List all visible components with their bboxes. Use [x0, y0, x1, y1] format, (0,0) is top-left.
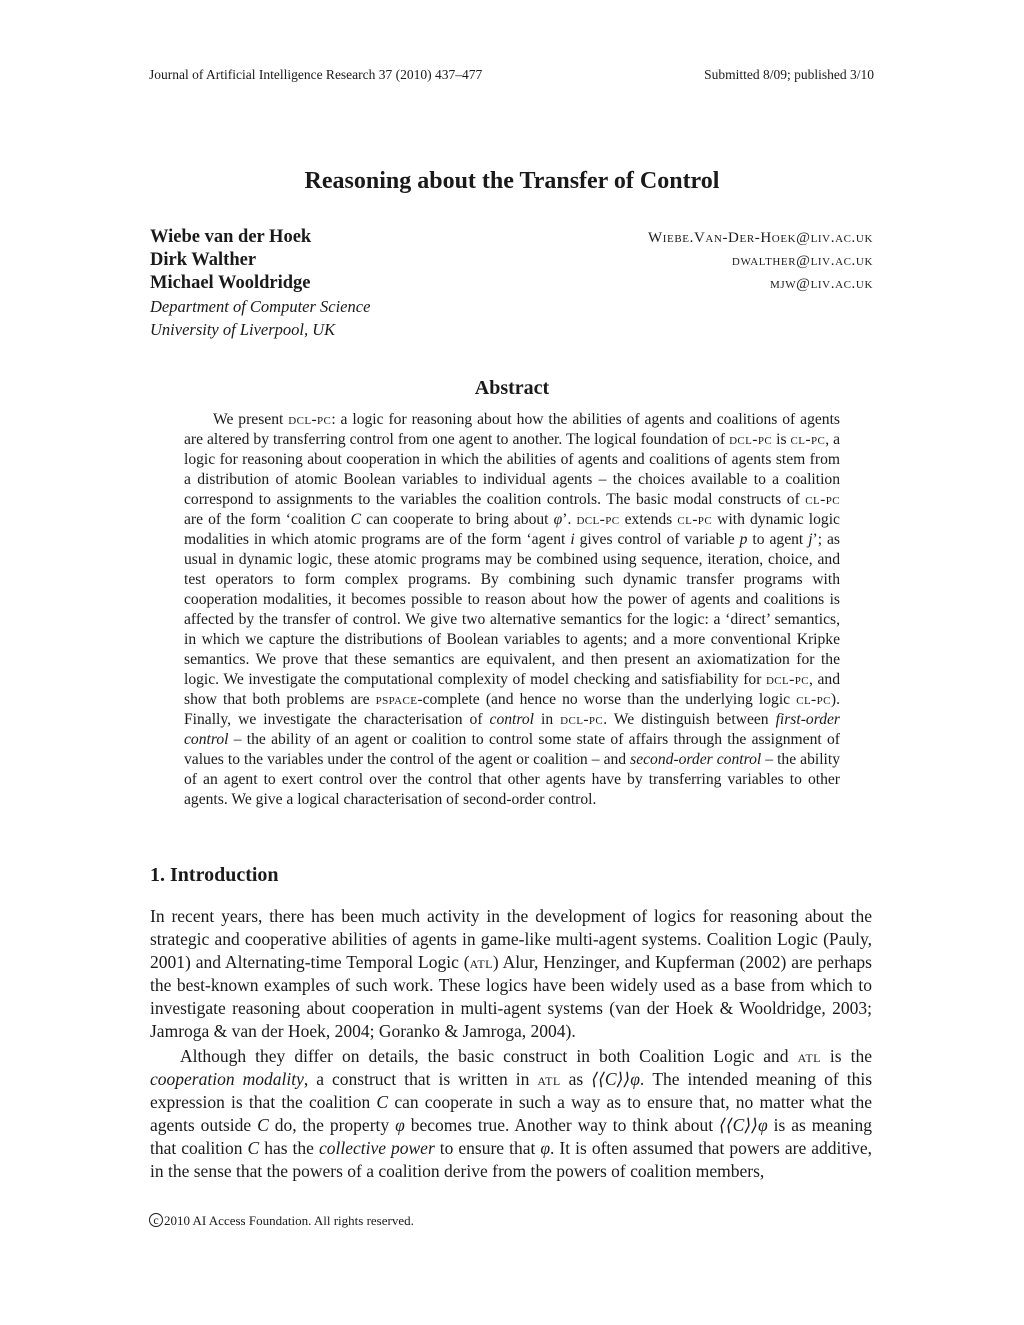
- logic-name: dcl-pc: [560, 711, 604, 728]
- author-name: Dirk Walther: [150, 250, 257, 270]
- copyright-icon: c: [149, 1213, 163, 1227]
- emphasis-text: cooperation modality: [150, 1069, 304, 1089]
- text-run: has the: [259, 1138, 319, 1158]
- author-email: mjw@liv.ac.uk: [769, 276, 873, 292]
- text-run: to ensure that: [434, 1138, 541, 1158]
- text-run: do, the property: [268, 1115, 396, 1135]
- logic-name: pspace: [375, 691, 418, 708]
- emphasis-text: C: [257, 1115, 269, 1135]
- running-header-dates: Submitted 8/09; published 3/10: [704, 67, 874, 82]
- author-email: dwalther@liv.ac.uk: [731, 253, 873, 269]
- text-run: are of the form ‘coalition: [184, 511, 351, 528]
- text-run: as: [560, 1069, 592, 1089]
- logic-name: atl: [797, 1046, 821, 1066]
- text-run: is the: [820, 1046, 872, 1066]
- emphasis-text: control: [489, 711, 534, 728]
- emphasis-text: ⟨⟨C⟩⟩φ: [591, 1069, 640, 1089]
- text-run: We present: [213, 411, 289, 428]
- emphasis-text: ⟨⟨C⟩⟩φ: [719, 1115, 768, 1135]
- affiliation-department: Department of Computer Science: [150, 297, 371, 316]
- author-name: Wiebe van der Hoek: [150, 227, 312, 247]
- intro-paragraph-2: [150, 1045, 872, 1183]
- copyright-footer: [149, 1213, 414, 1229]
- text-run: -complete (and hence no worse than the underlying logic: [417, 691, 797, 708]
- logic-name: cl-pc: [677, 511, 713, 528]
- emphasis-text: first-order control: [184, 711, 840, 748]
- text-run: extends: [619, 511, 678, 528]
- text-run: , a construct that is written in: [303, 1069, 538, 1089]
- paper-title: Reasoning about the Transfer of Control: [304, 168, 720, 194]
- text-run: becomes true. Another way to think about: [404, 1115, 720, 1135]
- author-name: Michael Wooldridge: [150, 273, 311, 293]
- text-run: In recent years, there has been much activity in the development of logics for reasoning about the strategic and cooperative abilities of agents in game-like multi-agent systems. Coalition Logic (Pauly, 2001) and Alternating-time Temporal Logic (: [150, 906, 872, 972]
- text-run: : a logic for reasoning about how the abilities of agents and coalitions of agents are altered by transferring control from one agent to another. The logical foundation of: [184, 411, 841, 448]
- logic-name: dcl-pc: [765, 671, 810, 688]
- logic-name: dcl-pc: [288, 411, 332, 428]
- emphasis-text: j: [808, 531, 813, 548]
- text-run: – the ability of an agent or coalition to control some state of affairs through the assignment of values to the variables under the control of the agent or coalition – and: [184, 731, 840, 768]
- text-run: ’.: [562, 511, 577, 528]
- text-run: . It is often assumed that powers are additive, in the sense that the powers of a coalition derive from the powers of coalition members,: [150, 1138, 873, 1181]
- abstract-body: [184, 410, 840, 810]
- logic-name: cl-pc: [805, 491, 840, 508]
- text-run: is: [772, 431, 791, 448]
- emphasis-text: C: [350, 511, 362, 528]
- emphasis-text: φ: [395, 1115, 405, 1135]
- logic-name: cl-pc: [790, 431, 826, 448]
- text-run: Although they differ on details, the basic construct in both Coalition Logic and: [180, 1046, 798, 1066]
- emphasis-text: φ: [553, 511, 563, 528]
- emphasis-text: i: [570, 531, 575, 548]
- logic-name: atl: [469, 952, 493, 972]
- affiliation-university: University of Liverpool, UK: [150, 320, 336, 339]
- text-run: can cooperate in such a way as to ensure that, no matter what the agents outside: [150, 1092, 873, 1135]
- copyright-text: 2010 AI Access Foundation. All rights reserved.: [164, 1213, 414, 1228]
- abstract-heading: Abstract: [474, 377, 550, 399]
- text-run: . We distinguish between: [603, 711, 776, 728]
- emphasis-text: C: [376, 1092, 389, 1112]
- author-email: Wiebe.Van-Der-Hoek@liv.ac.uk: [648, 230, 873, 246]
- emphasis-text: p: [739, 531, 748, 548]
- text-run: ’; as usual in dynamic logic, these atomic programs may be combined using sequence, iteration, choice, and test operators to form complex programs. By combining such dynamic transfer programs with cooperation modalities, it becomes possible to reason about how the power of agents and coalitions is affected by the transfer of control. We give two alternative semantics for the logic: a ‘direct’ semantics, in which we capture the distributions of Boolean variables to agents; and a more conventional Kripke semantics. We prove that these semantics are equivalent, and then present an axiomatization for the logic. We investigate the computational complexity of model checking and satisfiability for: [184, 531, 841, 688]
- text-run: , and show that both problems are: [184, 671, 840, 708]
- text-run: – the ability of an agent to exert control over the control that other agents have by transferring variables to other agents. We give a logical characterisation of second-order control.: [184, 751, 841, 808]
- logic-name: dcl-pc: [576, 511, 620, 528]
- running-header-journal: Journal of Artificial Intelligence Research 37 (2010) 437–477: [149, 67, 483, 82]
- emphasis-text: φ: [540, 1138, 551, 1158]
- intro-paragraph-1: [150, 905, 872, 1043]
- emphasis-text: second-order control: [630, 751, 762, 768]
- text-run: is as meaning that coalition: [150, 1115, 872, 1158]
- text-run: , a logic for reasoning about cooperation in which the abilities of agents and coalitions of agents stem from a distribution of atomic Boolean variables to individual agents – the choices available to a coalition correspond to assignments to the variables the coalition controls. The basic modal constructs of: [184, 431, 841, 508]
- text-run: can cooperate to bring about: [361, 511, 554, 528]
- logic-name: atl: [537, 1069, 561, 1089]
- section-heading: 1. Introduction: [150, 864, 279, 886]
- text-run: ) Alur, Henzinger, and Kupferman (2002) are perhaps the best-known examples of such work. These logics have been widely used as a base from which to investigate reasoning about cooperation in multi-agent systems (van der Hoek & Wooldridge, 2003; Jamroga & van der Hoek, 2004; Goranko & Jamroga, 2004).: [150, 952, 872, 1041]
- text-run: . The intended meaning of this expression is that the coalition: [150, 1069, 873, 1112]
- emphasis-text: collective power: [318, 1138, 435, 1158]
- logic-name: dcl-pc: [729, 431, 773, 448]
- text-run: to agent: [747, 531, 809, 548]
- text-run: with dynamic logic modalities in which atomic programs are of the form ‘agent: [184, 511, 840, 548]
- text-run: in: [534, 711, 561, 728]
- emphasis-text: C: [247, 1138, 260, 1158]
- text-run: gives control of variable: [574, 531, 740, 548]
- text-run: ). Finally, we investigate the characterisation of: [184, 691, 841, 728]
- logic-name: cl-pc: [796, 691, 831, 708]
